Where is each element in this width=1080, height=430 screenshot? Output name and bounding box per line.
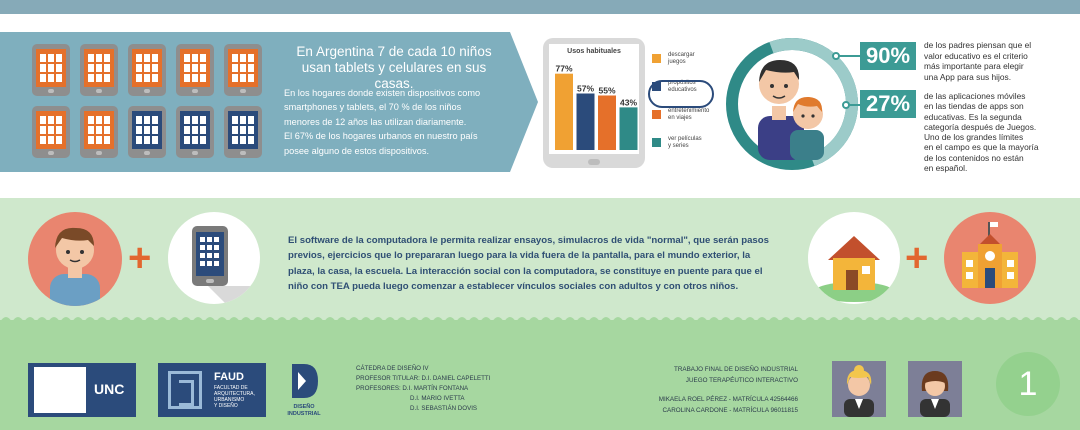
trabajo-line: JUEGO TERAPÉUTICO INTERACTIVO — [685, 377, 798, 384]
page-number: 1 — [996, 352, 1060, 416]
stat-90-badge: 90% — [860, 42, 916, 70]
catedra-line: D.I. MARIO IVETTA — [410, 395, 465, 402]
trabajo-info — [650, 364, 798, 416]
stat-27-line: educativas. Es la segunda — [924, 111, 1022, 122]
intro-title-line: En Argentina 7 de cada 10 niños — [296, 44, 492, 59]
diseno-line: DISEÑO — [293, 404, 315, 410]
legend-swatch — [652, 54, 661, 63]
trabajo-line: TRABAJO FINAL DE DISEÑO INDUSTRIAL — [674, 366, 798, 373]
tablet-icon — [128, 106, 166, 158]
tablet-icon — [80, 44, 118, 96]
father-and-son-icon — [752, 48, 832, 160]
social-text-line: plaza, la casa, la escuela. La interacción social con la computadora, se constituye en puente para que el — [288, 265, 763, 277]
faud-label: FAUD — [214, 371, 244, 383]
tablet-icon — [168, 212, 260, 304]
stat-27-line: de los contenidos no están — [924, 152, 1024, 163]
tablet-icon — [32, 106, 70, 158]
connector-dot-27 — [842, 101, 850, 109]
legend-label: descargar juegos — [668, 52, 695, 65]
tablet-icon — [176, 106, 214, 158]
intro-body-line: menores de 12 años las utilizan diariamente. — [284, 116, 467, 127]
tablet-screen — [180, 49, 210, 87]
student-avatar-brunette — [908, 361, 962, 417]
social-text-line: previos, ejercicios que lo prepararan luego para la vida fuera de la pantalla, para el mundo exterior, la — [288, 250, 751, 262]
faud-subtitle — [214, 385, 264, 409]
bar-value-label: 77% — [555, 63, 573, 74]
faud-mark-icon — [168, 371, 202, 409]
chart-title: Usos habituales — [567, 48, 621, 55]
chart-screen — [549, 44, 639, 154]
top-bar — [0, 0, 1080, 14]
tablet-home-button — [588, 159, 600, 165]
plus-sign: + — [128, 236, 152, 280]
tablet-icon — [224, 106, 262, 158]
tablet-screen — [36, 49, 66, 87]
bar — [620, 107, 638, 150]
woman-blonde-icon — [832, 361, 886, 417]
intro-title-line: usan tablets y celulares en sus casas. — [301, 60, 487, 91]
catedra-info — [356, 364, 556, 414]
diseno-industrial-text — [284, 404, 324, 418]
house-icon — [808, 212, 900, 304]
boy-avatar-circle — [28, 212, 122, 306]
faud-logo — [158, 363, 266, 417]
stat-27-line: en español. — [924, 163, 968, 174]
legend-highlight-ring — [648, 80, 714, 108]
school-icon — [944, 212, 1036, 304]
boy-icon — [28, 212, 122, 306]
tablet-screen — [132, 49, 162, 87]
intro-body-line: En los hogares donde existen dispositivos como — [284, 88, 481, 98]
social-text — [288, 233, 788, 295]
alumno-line: CAROLINA CARDONE - MATRÍCULA 96011815 — [662, 407, 798, 414]
faud-sub-line: ARQUITECTURA, — [214, 391, 255, 397]
plus-sign: + — [905, 236, 929, 280]
intro-body-line: El 67% de los hogares urbanos en nuestro país — [284, 131, 478, 142]
diseno-line: INDUSTRIAL — [287, 411, 321, 417]
bar-value-label: 55% — [598, 85, 616, 96]
legend-label: entretenimiento en viajes — [668, 108, 710, 121]
tablet-screen — [84, 49, 114, 87]
bar-value-label: 57% — [576, 83, 595, 94]
faud-sub-line: Y DISEÑO — [214, 403, 238, 409]
bar — [555, 74, 573, 150]
stat-90-text — [924, 40, 1064, 82]
unc-logo — [28, 363, 136, 417]
stat-90-line: más importante para elegir — [924, 61, 1024, 71]
stat-27-badge: 27% — [860, 90, 916, 118]
tablet-icon — [32, 44, 70, 96]
intro-body-line: smartphones y tablets, el 70 % de los niños — [284, 102, 462, 113]
diseno-industrial-icon — [284, 360, 324, 402]
legend-swatch — [652, 110, 661, 119]
intro-body-line: posee alguno de estos dispositivos. — [284, 145, 430, 156]
stat-27-line: categoría después de Juegos. — [924, 121, 1037, 132]
legend-item — [652, 52, 714, 72]
legend-label: ver películas y series — [668, 136, 702, 149]
tablet-screen — [132, 111, 162, 149]
catedra-line: D.I. SEBASTIÁN DOVIS — [410, 405, 478, 412]
legend-item — [652, 108, 714, 128]
intro-band-arrow — [510, 32, 538, 172]
diseno-industrial-logo — [284, 360, 324, 420]
intro-body — [284, 86, 506, 158]
tablet-screen — [228, 111, 258, 149]
tablet-screen — [228, 49, 258, 87]
stat-27-line: en el campo es que la mayoría — [924, 142, 1039, 153]
intro-title — [284, 44, 504, 92]
tablet-screen — [36, 111, 66, 149]
stat-27-line: Uno de los grandes límites — [924, 132, 1024, 143]
bar-chart — [549, 58, 639, 152]
unc-seal-icon — [34, 367, 86, 413]
student-avatar-blonde — [832, 361, 886, 417]
tablet-circle — [168, 212, 260, 304]
bar-value-label: 43% — [619, 97, 638, 108]
woman-brunette-icon — [908, 361, 962, 417]
faud-sub-line: URBANISMO — [214, 397, 245, 403]
stat-90-line: valor educativo es el criterio — [924, 50, 1028, 61]
tablets-grid — [32, 44, 262, 162]
catedra-line: CÁTEDRA DE DISEÑO IV — [356, 365, 429, 372]
stat-90-line: una App para sus hijos. — [924, 71, 1012, 82]
stat-27-text — [924, 91, 1060, 173]
tablet-icon — [176, 44, 214, 96]
bar — [577, 94, 595, 150]
tablet-screen — [84, 111, 114, 149]
connector-dot-90 — [832, 52, 840, 60]
tablet-icon — [80, 106, 118, 158]
unc-label: UNC — [94, 381, 125, 397]
catedra-line: PROFESOR TITULAR: D.I. DANIEL CAPELETTI — [356, 375, 491, 382]
stat-90-line: de los padres piensan que el — [924, 40, 1032, 50]
faud-sub-line: FACULTAD DE — [214, 385, 248, 391]
tablet-icon — [224, 44, 262, 96]
chart-tablet — [543, 38, 645, 168]
social-text-line: niño con TEA pueda luego comenzar a establecer vínculos sociales con adultos y con otros niños. — [288, 281, 739, 293]
bar — [598, 95, 616, 150]
tablet-icon — [128, 44, 166, 96]
legend-label: propósitos educativos — [668, 80, 697, 93]
stat-27-line: de las aplicaciones móviles — [924, 91, 1026, 101]
social-text-line: El software de la computadora le permita realizar ensayos, simulacros de vida "normal", que serán pasos — [288, 235, 769, 246]
house-circle — [808, 212, 900, 304]
legend-item — [652, 136, 714, 156]
stat-27-line: en las tiendas de apps son — [924, 101, 1024, 112]
school-circle — [944, 212, 1036, 304]
alumno-line: MIKAELA ROEL PÉREZ - MATRÍCULA 42564466 — [658, 396, 798, 403]
legend-swatch — [652, 138, 661, 147]
catedra-line: PROFESORES: D.I. MARTÍN FONTANA — [356, 385, 469, 392]
tablet-screen — [180, 111, 210, 149]
